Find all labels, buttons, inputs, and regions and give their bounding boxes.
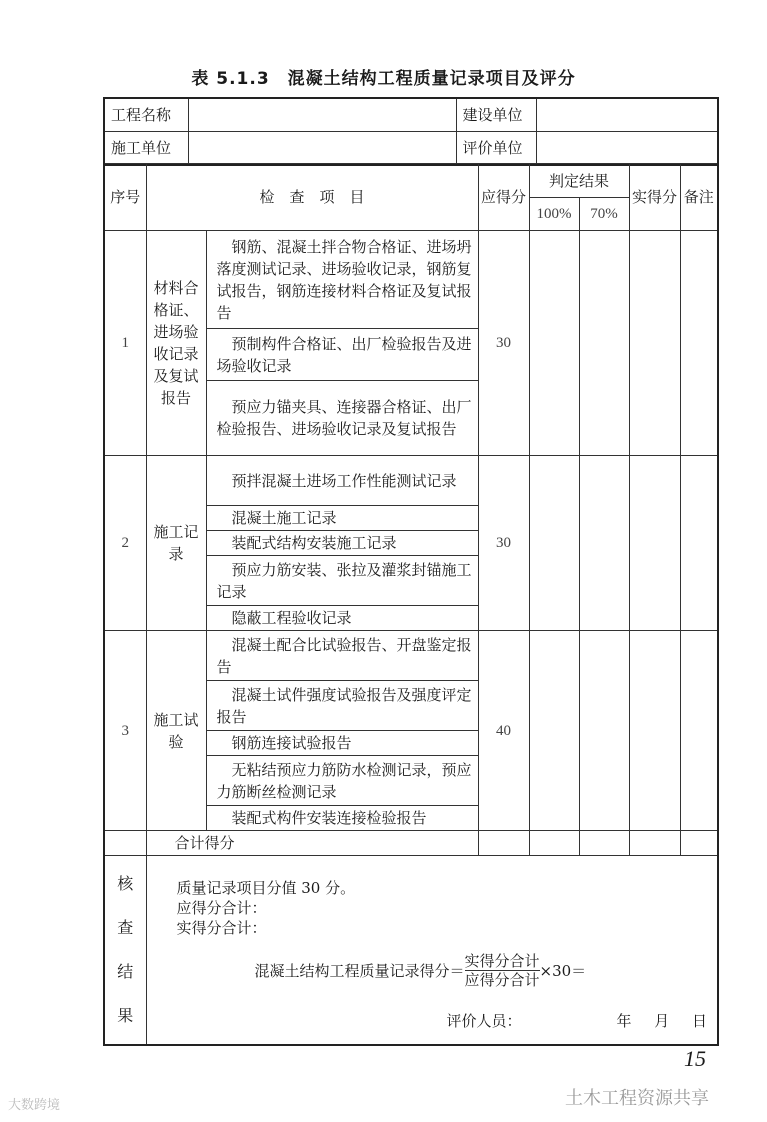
header-judge: 判定结果: [529, 164, 629, 198]
contractor-field[interactable]: [188, 132, 456, 166]
page-number: 15: [684, 1046, 706, 1071]
result-line2: 应得分合计：: [176, 899, 267, 917]
result-label-char: 查: [117, 918, 134, 937]
actual-score-cell[interactable]: [629, 231, 680, 456]
total-actual[interactable]: [629, 831, 680, 856]
table-row: [104, 631, 718, 681]
result-line3: 实得分合计：: [176, 919, 267, 937]
date-label: 年 月 日: [616, 1012, 708, 1030]
judge-70-cell[interactable]: [579, 456, 629, 631]
header-due: 应得分: [478, 164, 529, 231]
group-due-score: 40: [478, 631, 529, 831]
result-label: [104, 856, 146, 1046]
label-contractor: 施工单位: [104, 132, 188, 166]
header-remark: 备注: [680, 164, 718, 231]
check-item: 混凝土施工记录: [206, 506, 478, 531]
label-evaluator-unit: 评价单位: [456, 132, 536, 166]
check-item: 钢筋连接试验报告: [206, 731, 478, 756]
formula-fraction: [465, 952, 540, 989]
remark-cell[interactable]: [680, 456, 718, 631]
formula-rhs: ×30＝: [539, 961, 587, 980]
header-70: 70%: [579, 198, 629, 231]
judge-100-cell[interactable]: [529, 631, 579, 831]
group-seq: 3: [104, 631, 146, 831]
check-item: 无粘结预应力筋防水检测记录，预应力筋断丝检测记录: [206, 756, 478, 806]
actual-score-cell[interactable]: [629, 631, 680, 831]
result-box: [147, 856, 718, 1044]
check-item: 预制构件合格证、出厂检验报告及进场验收记录: [206, 329, 478, 381]
formula-denominator: 应得分合计: [464, 971, 540, 989]
total-due[interactable]: [478, 831, 529, 856]
check-item: 混凝土配合比试验报告、开盘鉴定报告: [206, 631, 478, 681]
table-row: [104, 456, 718, 506]
group-category: 施工试验: [146, 631, 206, 831]
result-line1: 质量记录项目分值 30 分。: [176, 879, 356, 897]
remark-cell[interactable]: [680, 631, 718, 831]
score-table: [103, 163, 719, 1046]
project-info-table: [103, 97, 719, 166]
remark-cell[interactable]: [680, 231, 718, 456]
check-item: 预应力锚夹具、连接器合格证、出厂检验报告、进场验收记录及复试报告: [206, 381, 478, 456]
check-item: 装配式结构安装施工记录: [206, 531, 478, 556]
header-seq: 序号: [104, 164, 146, 231]
result-label-char: 核: [117, 874, 134, 893]
check-item: 混凝土试件强度试验报告及强度评定报告: [206, 681, 478, 731]
actual-score-cell[interactable]: [629, 456, 680, 631]
group-due-score: 30: [478, 231, 529, 456]
total-label: 合计得分: [146, 831, 478, 856]
watermark-left: 大数跨境: [8, 1098, 61, 1113]
label-builder: 建设单位: [456, 98, 536, 132]
result-content: [146, 856, 718, 1046]
judge-100-cell[interactable]: [529, 231, 579, 456]
check-item: 隐蔽工程验收记录: [206, 606, 478, 631]
signer-label: 评价人员：: [446, 1012, 522, 1030]
watermark-right: 土木工程资源共享: [565, 1088, 709, 1109]
result-label-char: 果: [117, 1006, 134, 1025]
judge-70-cell[interactable]: [579, 631, 629, 831]
table-title: 表 5.1.3 混凝土结构工程质量记录项目及评分: [191, 69, 576, 89]
header-actual: 实得分: [629, 164, 680, 231]
header-item: 检 查 项 目: [146, 164, 478, 231]
formula-lhs: 混凝土结构工程质量记录得分＝: [254, 961, 465, 980]
check-item: 钢筋、混凝土拌合物合格证、进场坍落度测试记录、进场验收记录，钢筋复试报告，钢筋连接材料合格证及复试报告: [206, 231, 478, 329]
table-row: [104, 231, 718, 329]
judge-70-cell[interactable]: [579, 231, 629, 456]
check-item: 预应力筋安装、张拉及灌浆封锚施工记录: [206, 556, 478, 606]
builder-field[interactable]: [536, 98, 718, 132]
judge-100-cell[interactable]: [529, 456, 579, 631]
group-category: 材料合格证、进场验收记录及复试报告: [146, 231, 206, 456]
result-label-char: 结: [117, 962, 134, 981]
formula-numerator: 实得分合计: [464, 952, 540, 970]
total-seq: [104, 831, 146, 856]
total-100[interactable]: [529, 831, 579, 856]
total-70[interactable]: [579, 831, 629, 856]
group-due-score: 30: [478, 456, 529, 631]
score-formula: [255, 952, 718, 989]
header-100: 100%: [529, 198, 579, 231]
evaluator-unit-field[interactable]: [536, 132, 718, 166]
group-seq: 1: [104, 231, 146, 456]
check-item: 装配式构件安装连接检验报告: [206, 806, 478, 831]
group-seq: 2: [104, 456, 146, 631]
project-name-field[interactable]: [188, 98, 456, 132]
label-project-name: 工程名称: [104, 98, 188, 132]
total-remark[interactable]: [680, 831, 718, 856]
check-item: 预拌混凝土进场工作性能测试记录: [206, 456, 478, 506]
group-category: 施工记录: [146, 456, 206, 631]
